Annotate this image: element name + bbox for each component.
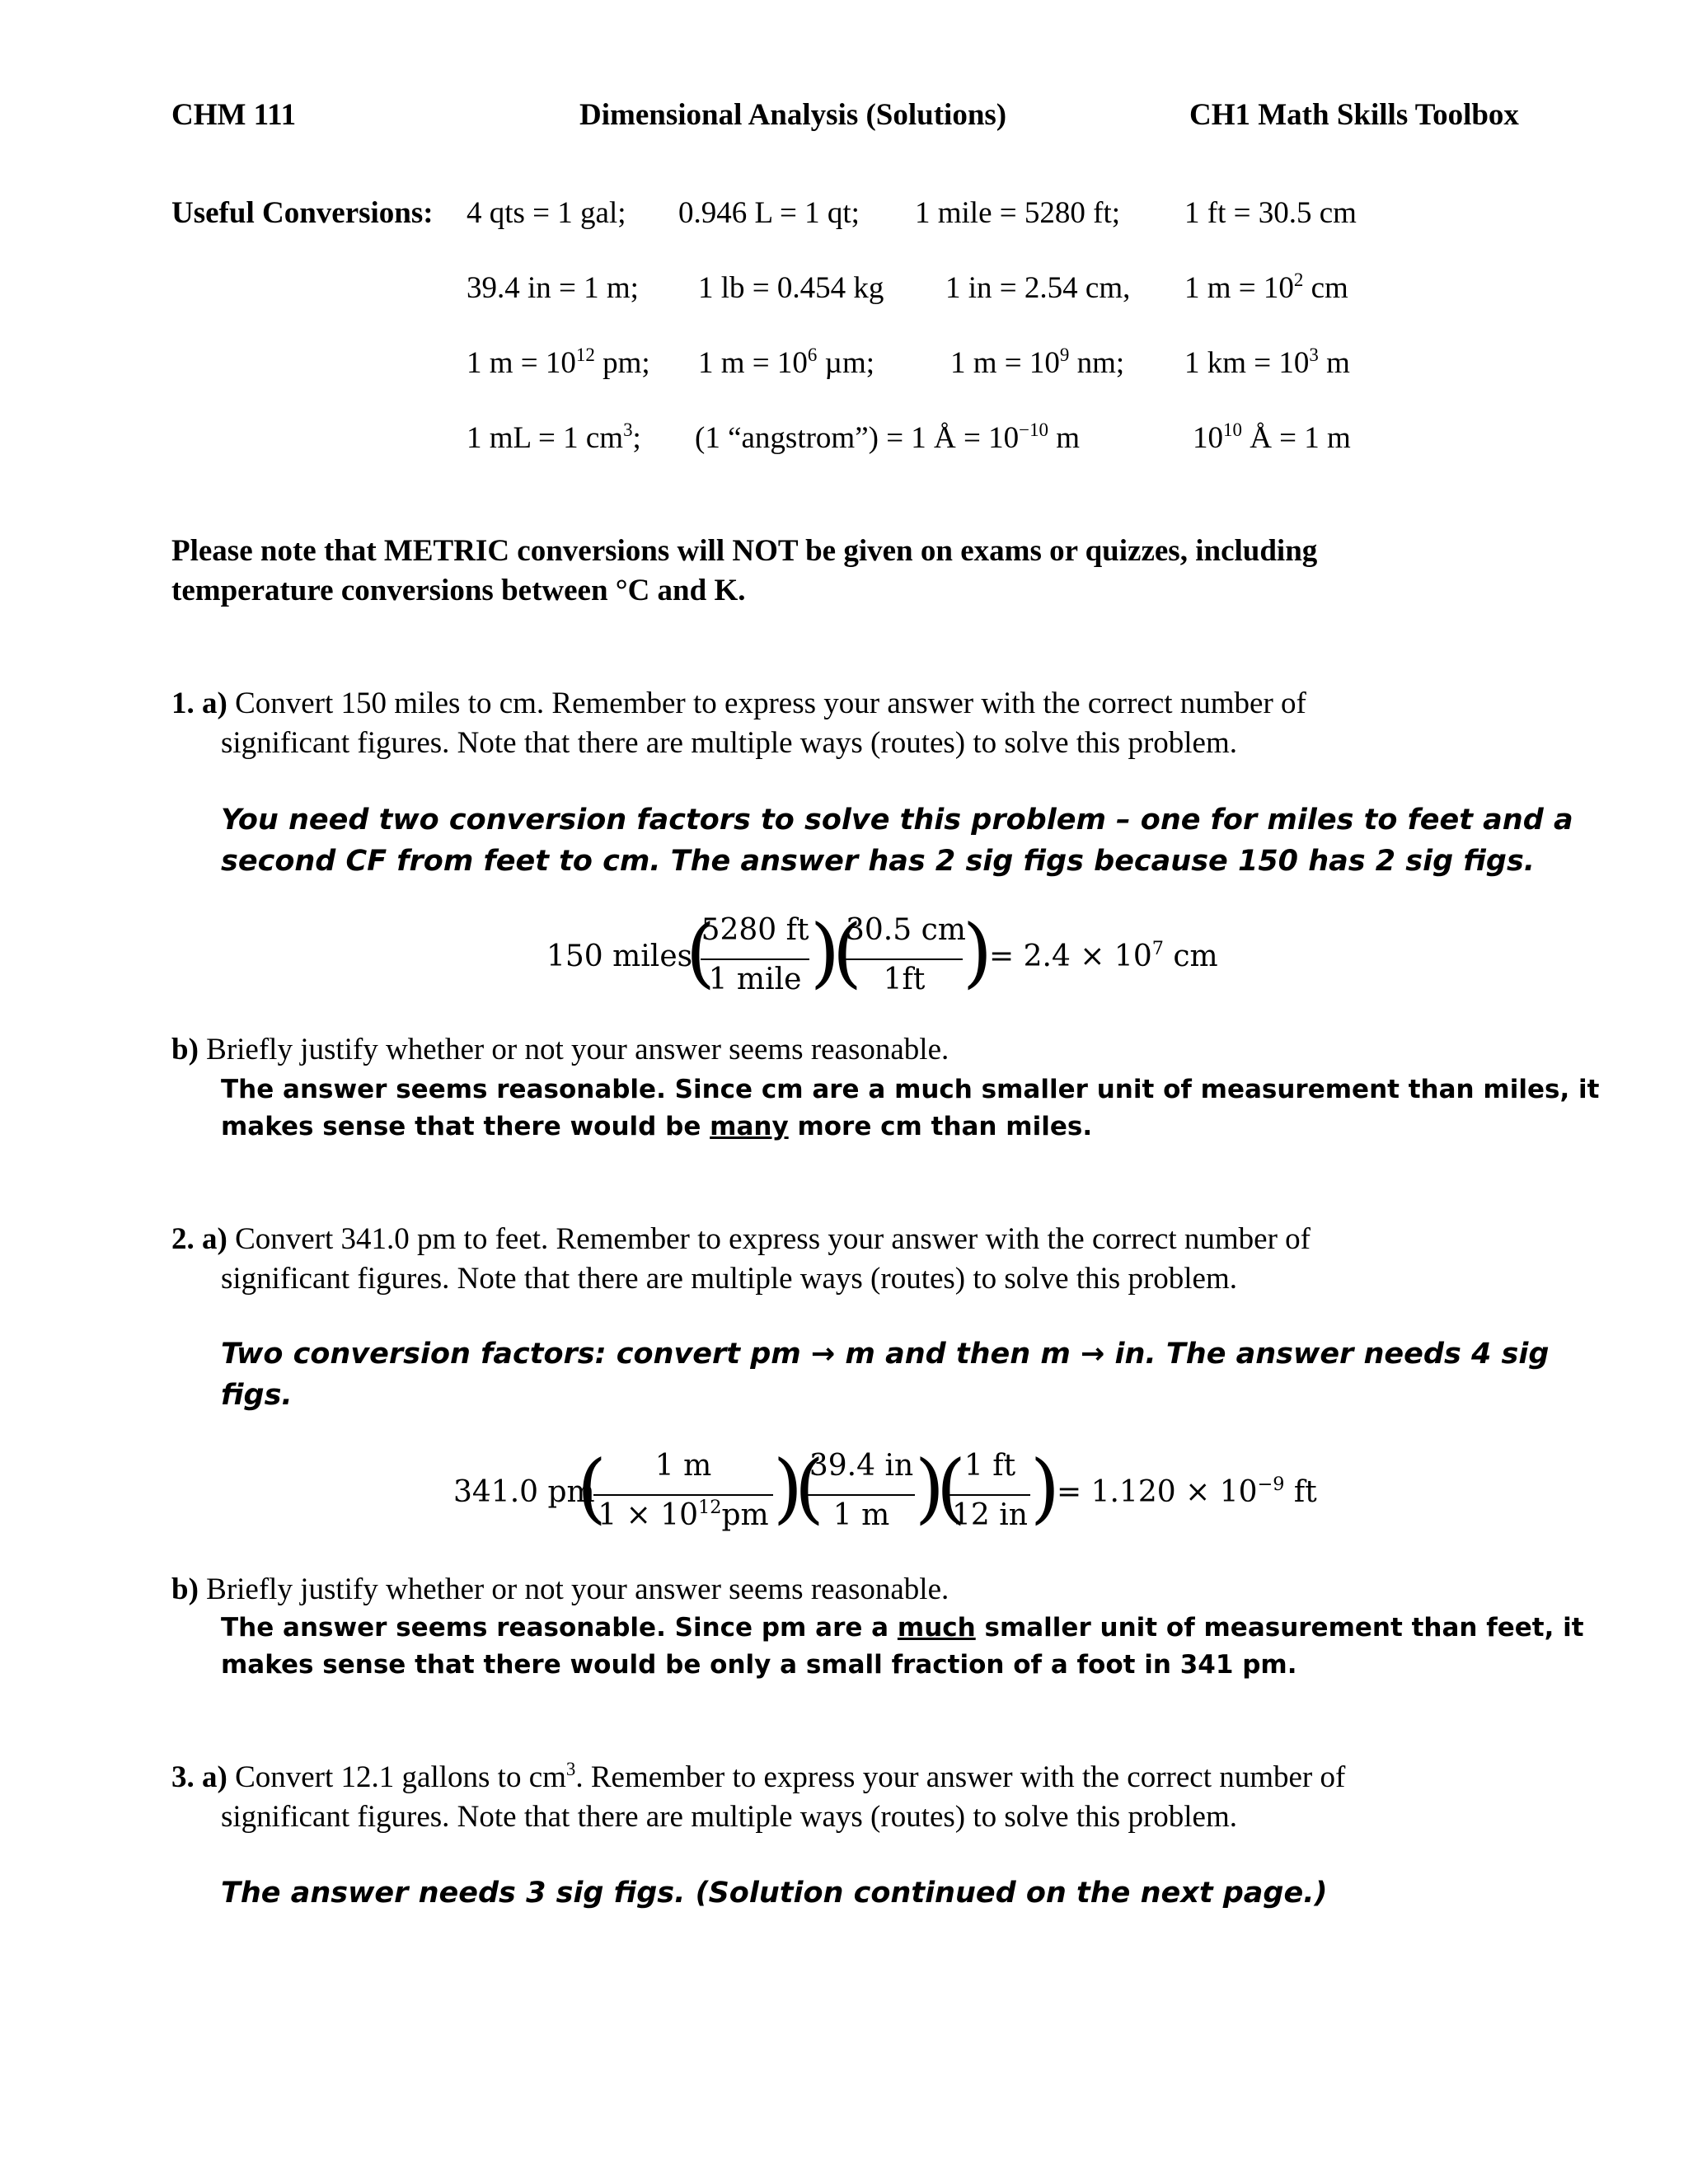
course-code: CHM 111	[171, 98, 297, 132]
conversion-item: $10^{10}$ Å = 1 m	[1193, 419, 1351, 455]
conversion-item: 1 in = 2.54 cm,	[945, 271, 1131, 305]
note-line: Please note that METRIC conversions will NOT be given on exams or quizzes, including	[171, 534, 1318, 568]
paren-open: (	[832, 908, 862, 996]
fraction	[846, 913, 966, 1004]
numerator: 5280 ft	[701, 913, 809, 947]
question-text: significant figures. Note that there are multiple ways (routes) to solve this problem.	[221, 1262, 1238, 1296]
conversion-item: 1 lb = 0.454 kg	[698, 271, 884, 305]
question-text: 1. a) Convert 150 miles to cm. Remember to express your answer with the correct number of	[171, 687, 1306, 720]
fraction	[808, 1449, 915, 1540]
question-text: b) Briefly justify whether or not your answer seems reasonable.	[171, 1033, 950, 1066]
conversion-item: 1 mL = 1 $cm^3$;	[467, 419, 641, 455]
justification-text: The answer seems reasonable. Since pm are a much smaller unit of measurement than feet, it	[221, 1613, 1584, 1643]
equation-result: = $1.120 \times 10^{-9}$ ft	[1057, 1474, 1317, 1509]
denominator: 1 m	[832, 1498, 890, 1532]
numerator: 1 m	[654, 1449, 712, 1483]
conversion-item: 1 km = $10^3$ m	[1184, 344, 1350, 380]
fraction	[593, 1449, 773, 1540]
section-title: CH1 Math Skills Toolbox	[1189, 98, 1519, 132]
paren-close: )	[963, 908, 992, 996]
conversion-item: 39.4 in = 1 m;	[467, 271, 639, 305]
question-text: 3. a) Convert 12.1 gallons to $cm^3$. Remember to express your answer with the correct number of	[171, 1758, 1346, 1794]
paren-open: (	[686, 908, 715, 996]
fraction	[950, 1449, 1030, 1540]
paren-open: (	[936, 1444, 966, 1532]
conversion-item: 1 $m = 10^9$ nm;	[950, 344, 1125, 380]
conversion-item: 0.946 L = 1 qt;	[678, 196, 860, 230]
paren-close: )	[915, 1444, 945, 1532]
numerator: 30.5 cm	[846, 913, 966, 947]
paren-open: (	[577, 1444, 607, 1532]
paren-open: (	[795, 1444, 824, 1532]
justification-text: The answer seems reasonable. Since cm are a much smaller unit of measurement than miles, it	[221, 1075, 1600, 1104]
equation-result: = $2.4 \times 10^7$ cm	[989, 938, 1218, 973]
fraction	[701, 913, 809, 1004]
numerator: 1 ft	[964, 1449, 1016, 1483]
denominator: $1 \times 10^{12}pm$	[598, 1497, 769, 1532]
solution-text: You need two conversion factors to solve this problem – one for miles to feet and a	[221, 804, 1573, 837]
fraction-bar	[593, 1494, 773, 1496]
fraction-bar	[701, 958, 809, 960]
question-text: significant figures. Note that there are multiple ways (routes) to solve this problem.	[221, 1800, 1238, 1834]
note-line: temperature conversions between °C and K.	[171, 574, 746, 607]
equation-start: 341.0 pm	[453, 1475, 595, 1509]
conversion-item: 1 $m = 10^2$ cm	[1184, 269, 1348, 305]
page-title: Dimensional Analysis (Solutions)	[579, 98, 1007, 132]
denominator: 12 in	[952, 1498, 1028, 1532]
paren-close: )	[1030, 1444, 1060, 1532]
numerator: 39.4 in	[809, 1449, 914, 1483]
conversion-item: 1 $m = 10^{12}$ pm;	[467, 344, 650, 380]
conversion-item: 1 ft = 30.5 cm	[1184, 196, 1357, 230]
conversion-item: 1 $m = 10^6$ µm;	[698, 344, 875, 380]
denominator: 1 mile	[708, 963, 802, 996]
conversion-item: 4 qts = 1 gal;	[467, 196, 626, 230]
solution-text: second CF from feet to cm. The answer has 2 sig figs because 150 has 2 sig figs.	[221, 845, 1536, 878]
question-text: 2. a) Convert 341.0 pm to feet. Remember to express your answer with the correct number of	[171, 1222, 1311, 1256]
equation-start: 150 miles	[546, 940, 693, 973]
denominator: 1ft	[883, 963, 926, 996]
solution-text: Two conversion factors: convert pm → m and then m → in. The answer needs 4 sig	[221, 1338, 1550, 1371]
question-text: b) Briefly justify whether or not your answer seems reasonable.	[171, 1572, 950, 1606]
conversions-label: Useful Conversions:	[171, 196, 434, 230]
fraction-bar	[846, 958, 963, 960]
paren-close: )	[773, 1444, 803, 1532]
solution-text: figs.	[221, 1379, 293, 1412]
conversion-item: (1 “angstrom”) = 1 Å = $10^{-10}$ m	[695, 419, 1081, 455]
question-text: significant figures. Note that there are multiple ways (routes) to solve this problem.	[221, 726, 1238, 760]
fraction-bar	[808, 1494, 915, 1496]
fraction-bar	[950, 1494, 1030, 1496]
conversion-item: 1 mile = 5280 ft;	[915, 196, 1121, 230]
solution-text: The answer needs 3 sig figs. (Solution continued on the next page.)	[221, 1877, 1328, 1910]
justification-text: makes sense that there would be only a small fraction of a foot in 341 pm.	[221, 1650, 1297, 1680]
paren-close: )	[810, 908, 840, 996]
justification-text: makes sense that there would be many more cm than miles.	[221, 1112, 1093, 1141]
